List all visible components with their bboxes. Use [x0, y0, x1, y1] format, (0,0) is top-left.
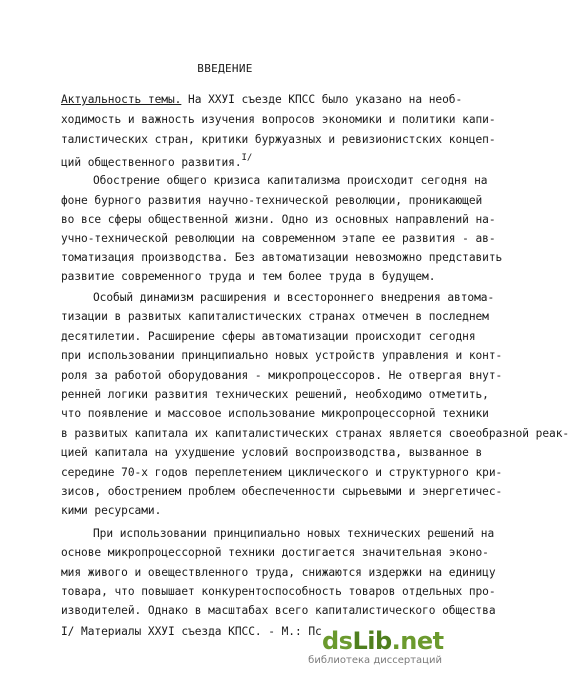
dslib-logo	[322, 627, 444, 655]
paragraph-2-line-2: фоне бурного развития научно-технической революции, проникающей	[61, 194, 483, 207]
paragraph-4-line-2: основе микропроцессорной техники достигается значительная эконо-	[61, 546, 489, 559]
watermark-subtitle: библиотека диссертаций	[308, 655, 442, 666]
paragraph-3-line-2: тизации в развитых капиталистических странах отмечен в последнем	[61, 310, 489, 323]
logo-net: .net	[391, 627, 444, 655]
paragraph-3-line-9: цией капитала на ухудшение условий воспроизводства, вызванное в	[61, 446, 483, 459]
paragraph-3-line-4: при использовании принципиально новых устройств управления и конт-	[61, 349, 503, 362]
paragraph-3-line-8: в развитых капитала их капиталистических странах является своеобразной реак-	[61, 427, 569, 440]
paragraph-2-line-6: развитие современного труда и тем более труда в будущем.	[61, 270, 436, 283]
paragraph-3-line-11: зисов, обострением проблем обеспеченности сырьевыми и энергетичес-	[61, 485, 503, 498]
paragraph-3-line-5: роля за работой оборудования - микропроцессоров. Не отвергая внут-	[61, 369, 503, 382]
paragraph-1-line-4-text: ций общественного развития.	[61, 156, 242, 169]
paragraph-3-line-1: Особый динамизм расширения и всестороннего внедрения автома-	[93, 291, 495, 304]
dslib-watermark	[292, 627, 442, 669]
paragraph-3-line-7: что появление и массовое использование микропроцессорной техники	[61, 407, 489, 420]
paragraph-1-line-1-text: На ХХУI съезде КПСС было указано на необ-	[181, 93, 463, 106]
paragraph-1-line-3: талистических стран, критики буржуазных и ревизионистских концеп-	[61, 133, 496, 146]
paragraph-3-line-3: десятилетии. Расширение сферы автоматизации происходит сегодня	[61, 330, 476, 343]
paragraph-1-line-1	[61, 93, 462, 106]
paragraph-1-line-2: ходимость и важность изучения вопросов экономики и политики капи-	[61, 113, 496, 126]
paragraph-2-line-4: учно-технической революции на современном этапе ее развития - ав-	[61, 232, 496, 245]
paragraph-1-line-4	[61, 152, 252, 169]
footnote: I/ Материалы ХХУI съезда КПСС. - М.: Пс	[61, 625, 322, 638]
page-heading: ВВЕДЕНИЕ	[197, 62, 253, 75]
paragraph-4-line-4: товара, что повышает конкурентоспособность товаров отдельных про-	[61, 585, 496, 598]
paragraph-3-line-12: кими ресурсами.	[61, 504, 162, 517]
logo-ds: ds	[322, 627, 353, 655]
paragraph-2-line-3: во все сферы общественной жизни. Одно из основных направлений на-	[61, 213, 496, 226]
footnote-marker: I/	[241, 153, 253, 163]
topic-label: Актуальность темы.	[61, 93, 182, 106]
paragraph-2-line-1: Обострение общего кризиса капитализма происходит сегодня на	[93, 174, 488, 187]
paragraph-4-line-3: мия живого и овеществленного труда, снижаются издержки на единицу	[61, 566, 496, 579]
paragraph-4-line-1: При использовании принципиально новых технических решений на	[93, 527, 495, 540]
paragraph-2-line-5: томатизация производства. Без автоматизации невозможно представить	[61, 251, 503, 264]
logo-lib: Lib	[352, 627, 392, 655]
paragraph-3-line-6: ренней логики развития технических решений, необходимо отметить,	[61, 388, 489, 401]
paragraph-4-line-5: изводителей. Однако в масштабах всего капиталистического общества	[61, 604, 496, 617]
paragraph-3-line-10: середине 70-х годов переплетением циклического и структурного кри-	[61, 466, 503, 479]
